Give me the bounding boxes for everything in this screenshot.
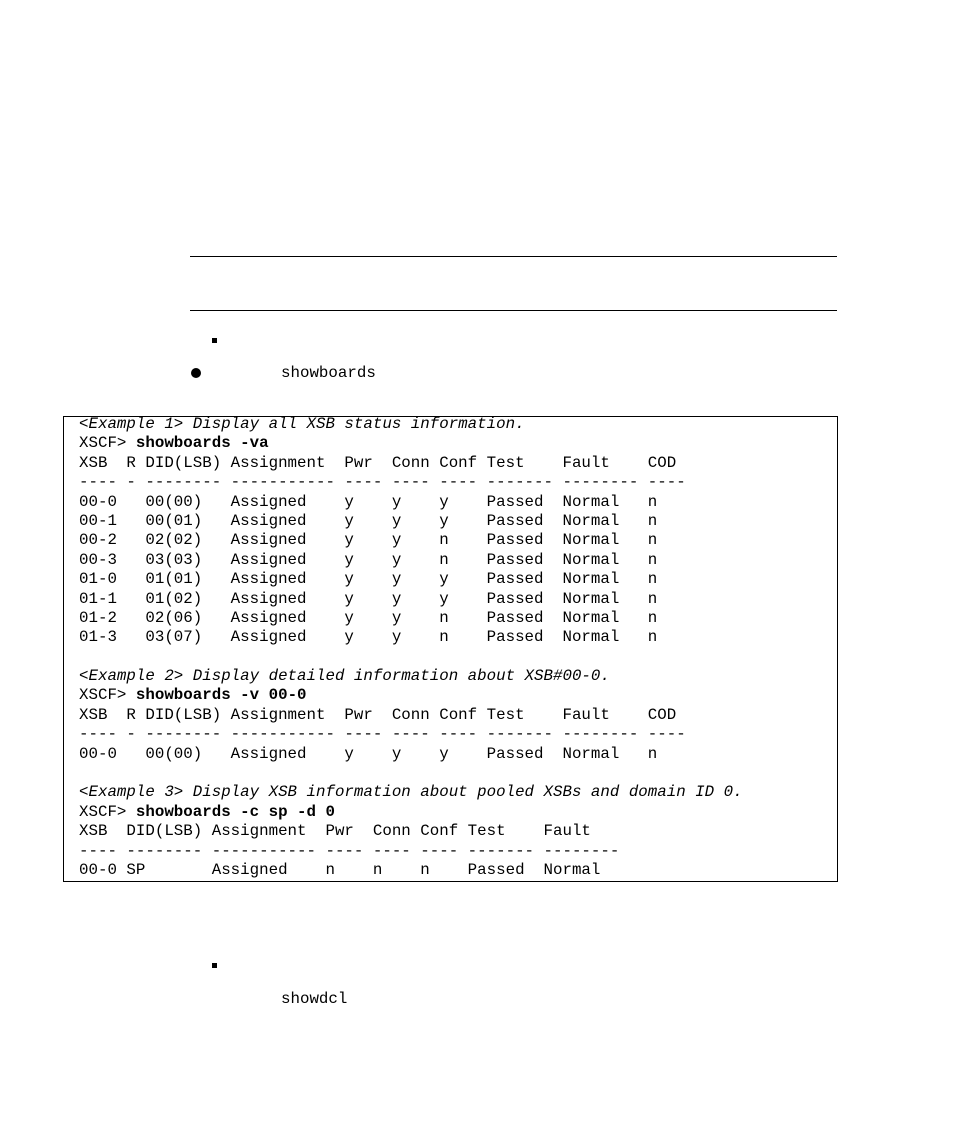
code-output: 00-1 00(01) Assigned y y y Passed Normal n [79,511,658,530]
code-output: ---- -------- ----------- ---- ---- ---- ------- -------- [79,841,620,860]
code-line [79,512,743,531]
code-line [79,454,743,473]
code-line [79,648,743,667]
code-output: 01-2 02(06) Assigned y y n Passed Normal n [79,608,658,627]
code-line [79,434,743,453]
code-line [79,861,743,880]
code-line [79,803,743,822]
code-output: ---- - -------- ----------- ---- ---- ---- ------- -------- ---- [79,725,686,744]
code-line [79,570,743,589]
code-output: 01-3 03(07) Assigned y y n Passed Normal n [79,628,658,647]
code-comment: <Example 3> Display XSB information about pooled XSBs and domain ID 0. [79,783,743,802]
code-line [79,415,743,434]
code-output: 00-2 02(02) Assigned y y n Passed Normal n [79,531,658,550]
code-line [79,590,743,609]
code-prompt: XSCF> [79,434,136,453]
code-line [79,822,743,841]
code-output: 00-0 00(00) Assigned y y y Passed Normal n [79,492,658,511]
code-line [79,493,743,512]
code-prompt: XSCF> [79,686,136,705]
code-line [79,473,743,492]
code-output: XSB R DID(LSB) Assignment Pwr Conn Conf Test Fault COD [79,705,677,724]
code-line [79,842,743,861]
code-example-box [63,416,838,882]
code-line [79,764,743,783]
code-output: 00-0 00(00) Assigned y y y Passed Normal n [79,744,658,763]
square-bullet-icon [212,338,217,343]
code-line [79,745,743,764]
code-output: XSB DID(LSB) Assignment Pwr Conn Conf Test Fault [79,822,591,841]
code-line [79,609,743,628]
code-command: showboards -va [135,434,269,453]
round-bullet-icon [191,368,201,378]
code-output: XSB R DID(LSB) Assignment Pwr Conn Conf Test Fault COD [79,453,677,472]
square-bullet-icon [212,963,217,968]
code-line [79,725,743,744]
code-comment: <Example 1> Display all XSB status information. [79,415,525,433]
code-prompt: XSCF> [79,802,136,821]
inline-command-showdcl: showdcl [281,990,348,1008]
code-example-listing [79,415,743,880]
code-output: 00-0 SP Assigned n n n Passed Normal [79,860,601,879]
inline-command-showboards: showboards [281,364,376,382]
code-output: 01-0 01(01) Assigned y y y Passed Normal n [79,570,658,589]
code-comment: <Example 2> Display detailed information about XSB#00-0. [79,667,610,686]
code-output: 00-3 03(03) Assigned y y n Passed Normal n [79,550,658,569]
code-line [79,551,743,570]
code-command: showboards -v 00-0 [135,686,307,705]
code-line [79,531,743,550]
code-line [79,628,743,647]
code-output: ---- - -------- ----------- ---- ---- ---- ------- -------- ---- [79,473,686,492]
code-line [79,706,743,725]
code-command: showboards -c sp -d 0 [135,802,335,821]
bottom-rule [190,310,837,311]
code-line [79,783,743,802]
code-line [79,667,743,686]
code-line [79,686,743,705]
top-rule [190,256,837,257]
code-output: 01-1 01(02) Assigned y y y Passed Normal n [79,589,658,608]
